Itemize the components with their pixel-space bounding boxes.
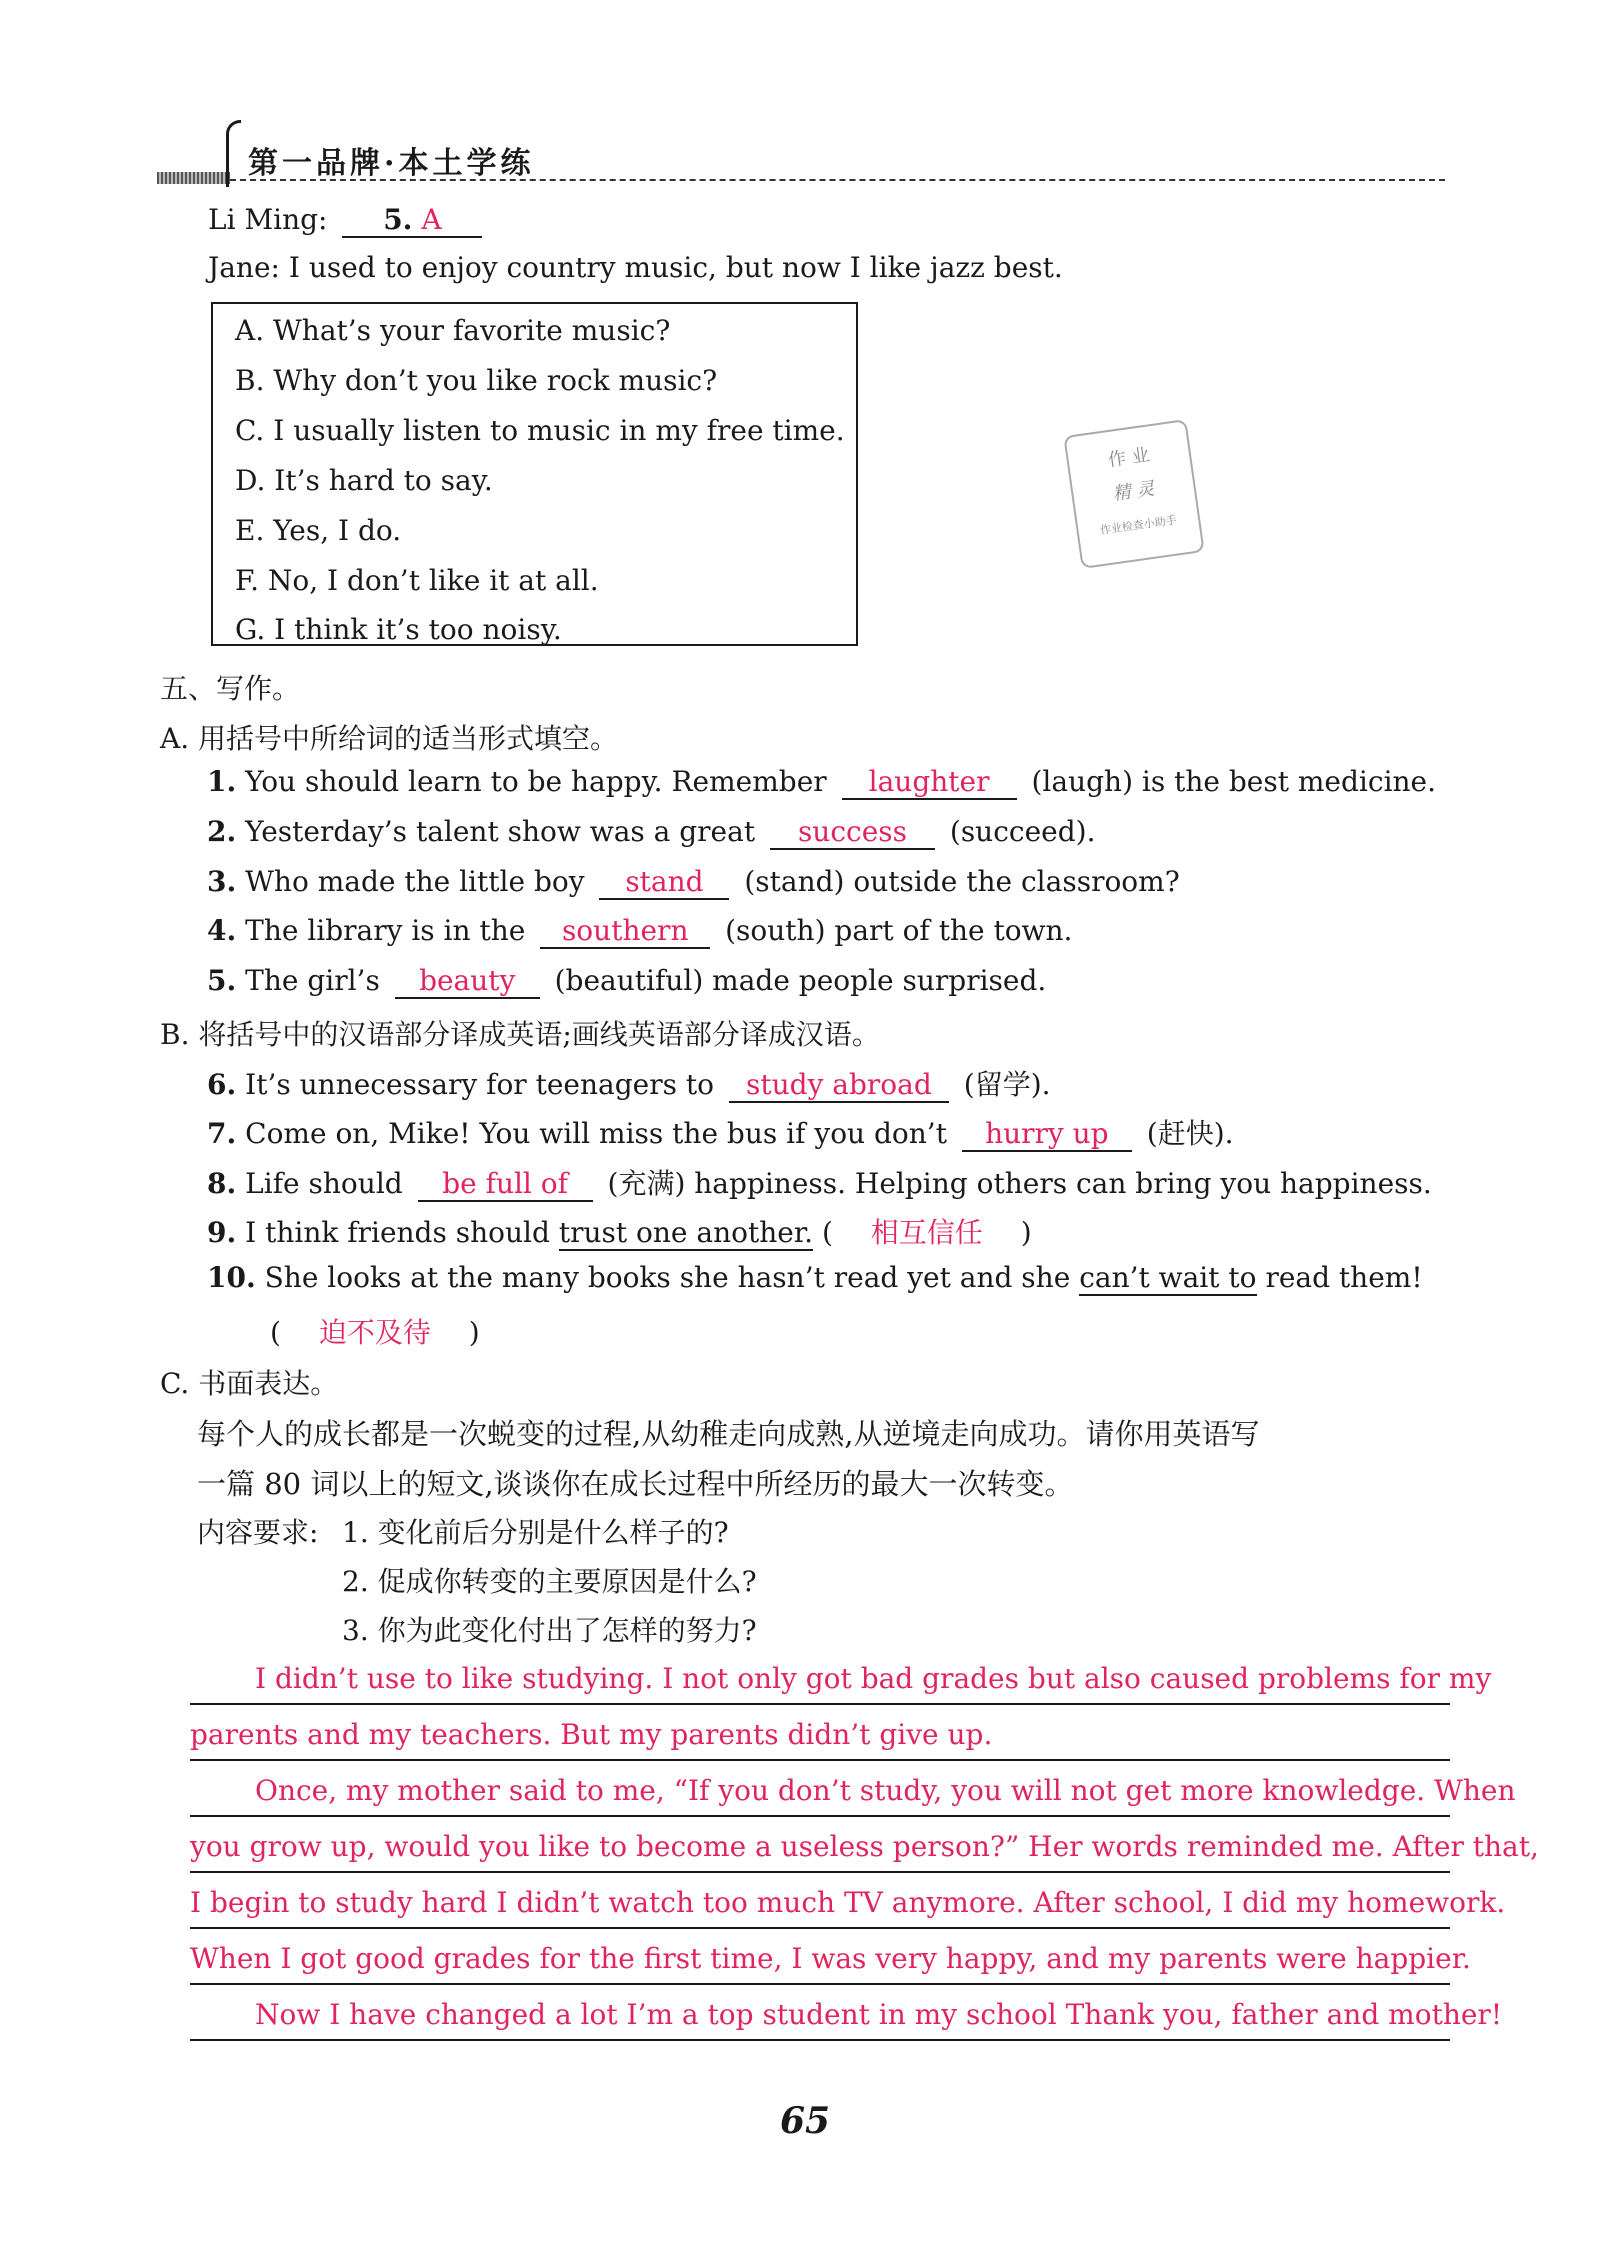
part-c-intro-line-2: 一篇 80 词以上的短文,谈谈你在成长过程中所经历的最大一次转变。 bbox=[197, 1467, 1074, 1501]
exercise-item-9 bbox=[207, 1211, 1032, 1251]
close-paren: ) bbox=[468, 1316, 480, 1349]
answer-text: A bbox=[421, 203, 442, 236]
part-a-title: A. 用括号中所给词的适当形式填空。 bbox=[160, 722, 619, 755]
li-ming-label: Li Ming: bbox=[208, 203, 328, 236]
item-number: 9. bbox=[207, 1216, 237, 1249]
item-text-before: The library is in the bbox=[245, 914, 526, 947]
option-b: B. Why don’t you like rock music? bbox=[235, 364, 718, 397]
close-paren: ) bbox=[1020, 1216, 1032, 1249]
section-five-title: 五、写作。 bbox=[160, 672, 301, 705]
essay-line-7: Now I have changed a lot I’m a top student in my school Thank you, father and mother! bbox=[255, 1998, 1503, 2031]
exercise-item-10-answer bbox=[270, 1311, 480, 1351]
option-d: D. It’s hard to say. bbox=[235, 464, 493, 497]
essay-line-2: parents and my teachers. But my parents didn’t give up. bbox=[190, 1718, 993, 1751]
item-text-after: (stand) outside the classroom? bbox=[744, 865, 1180, 898]
option-c: C. I usually listen to music in my free time. bbox=[235, 414, 845, 447]
answer-blank: laughter bbox=[842, 765, 1017, 800]
writing-line bbox=[190, 1703, 1450, 1705]
item-text-after: (succeed). bbox=[949, 815, 1096, 848]
item-text-before: Life should bbox=[245, 1167, 403, 1200]
item-text-before: She looks at the many books she hasn’t read yet and she bbox=[264, 1261, 1071, 1294]
requirement-3: 3. 你为此变化付出了怎样的努力? bbox=[342, 1614, 757, 1647]
stamp-seal bbox=[1063, 419, 1204, 569]
exercise-item-1 bbox=[207, 765, 1436, 800]
answer-blank: success bbox=[770, 815, 935, 850]
options-box bbox=[211, 302, 858, 646]
requirements-label: 内容要求: bbox=[197, 1516, 319, 1549]
writing-line bbox=[190, 1927, 1450, 1929]
item-text-after: read them! bbox=[1265, 1261, 1423, 1294]
stamp-line-3: 作业检查小助手 bbox=[1099, 513, 1178, 537]
exercise-item-6 bbox=[207, 1063, 1051, 1103]
exercise-item-10 bbox=[207, 1261, 1423, 1294]
part-c-intro-line-1: 每个人的成长都是一次蜕变的过程,从幼稚走向成熟,从逆境走向成功。请你用英语写 bbox=[197, 1417, 1260, 1451]
answer-blank: stand bbox=[599, 865, 729, 900]
answer-text: 相互信任 bbox=[870, 1216, 983, 1249]
page-number: 65 bbox=[780, 2100, 831, 2142]
option-f: F. No, I don’t like it at all. bbox=[235, 564, 599, 597]
item-text-after: (beautiful) made people surprised. bbox=[554, 964, 1047, 997]
item-text-before: Come on, Mike! You will miss the bus if you don’t bbox=[245, 1117, 947, 1150]
item-text-before: Yesterday’s talent show was a great bbox=[245, 815, 756, 848]
essay-line-3: Once, my mother said to me, “If you don’t study, you will not get more knowledge. When bbox=[255, 1774, 1516, 1807]
item-text-after: (laugh) is the best medicine. bbox=[1031, 765, 1437, 798]
stamp-line-1: 作 业 bbox=[1106, 444, 1152, 472]
open-paren: ( bbox=[821, 1216, 833, 1249]
item-text-before: It’s unnecessary for teenagers to bbox=[245, 1068, 714, 1101]
item-number: 5. bbox=[207, 964, 237, 997]
item-number: 10. bbox=[207, 1261, 256, 1294]
exercise-item-4 bbox=[207, 914, 1072, 949]
answer-blank: southern bbox=[540, 914, 710, 949]
exercise-item-3 bbox=[207, 865, 1180, 900]
header-decoration bbox=[157, 172, 230, 184]
answer-blank: hurry up bbox=[962, 1117, 1132, 1152]
header-dashed-rule bbox=[230, 179, 1445, 181]
answer-blank: be full of bbox=[418, 1167, 593, 1202]
writing-line bbox=[190, 1759, 1450, 1761]
underlined-phrase: can’t wait to bbox=[1079, 1261, 1257, 1294]
answer-text: 迫不及待 bbox=[318, 1316, 431, 1349]
requirement-1: 1. 变化前后分别是什么样子的? bbox=[342, 1516, 729, 1549]
item-text-before: I think friends should bbox=[245, 1216, 550, 1249]
option-e: E. Yes, I do. bbox=[235, 514, 402, 547]
item-text-before: Who made the little boy bbox=[245, 865, 585, 898]
item-text-after: (充满) happiness. Helping others can bring you happiness. bbox=[607, 1167, 1432, 1200]
header-bracket bbox=[226, 120, 241, 187]
page-header-title: 第一品牌·本土学练 bbox=[248, 146, 535, 181]
writing-line bbox=[190, 1983, 1450, 1985]
open-paren: ( bbox=[270, 1316, 281, 1349]
option-a: A. What’s your favorite music? bbox=[235, 314, 671, 347]
stamp-line-2: 精 灵 bbox=[1111, 478, 1156, 505]
item-number: 8. bbox=[207, 1167, 237, 1200]
item-text-after: (赶快). bbox=[1146, 1117, 1234, 1150]
item-text-after: (south) part of the town. bbox=[725, 914, 1073, 947]
li-ming-line bbox=[208, 203, 488, 238]
item-text-before: The girl’s bbox=[245, 964, 380, 997]
part-b-title: B. 将括号中的汉语部分译成英语;画线英语部分译成汉语。 bbox=[160, 1018, 880, 1051]
requirement-2: 2. 促成你转变的主要原因是什么? bbox=[342, 1565, 757, 1598]
essay-line-4: you grow up, would you like to become a useless person?” Her words reminded me. After that, bbox=[190, 1830, 1539, 1863]
essay-line-1: I didn’t use to like studying. I not only got bad grades but also caused problems for my bbox=[255, 1662, 1492, 1695]
answer-blank-5 bbox=[342, 203, 482, 238]
part-c-title: C. 书面表达。 bbox=[160, 1367, 339, 1400]
item-number: 3. bbox=[207, 865, 237, 898]
item-number: 2. bbox=[207, 815, 237, 848]
writing-line bbox=[190, 1871, 1450, 1873]
option-g: G. I think it’s too noisy. bbox=[235, 613, 562, 646]
jane-line: Jane: I used to enjoy country music, but now I like jazz best. bbox=[208, 251, 1063, 284]
writing-line bbox=[190, 1815, 1450, 1817]
answer-number: 5. bbox=[383, 203, 413, 236]
item-number: 6. bbox=[207, 1068, 237, 1101]
essay-line-5: I begin to study hard I didn’t watch too much TV anymore. After school, I did my homework. bbox=[190, 1886, 1506, 1919]
item-text-after: (留学). bbox=[963, 1068, 1051, 1101]
answer-blank: beauty bbox=[395, 964, 540, 999]
exercise-item-2 bbox=[207, 815, 1095, 850]
essay-line-6: When I got good grades for the first time, I was very happy, and my parents were happier. bbox=[190, 1942, 1471, 1975]
item-number: 1. bbox=[207, 765, 237, 798]
item-number: 4. bbox=[207, 914, 237, 947]
exercise-item-7 bbox=[207, 1112, 1234, 1152]
exercise-item-8 bbox=[207, 1162, 1432, 1202]
item-number: 7. bbox=[207, 1117, 237, 1150]
writing-line bbox=[190, 2039, 1450, 2041]
item-text-before: You should learn to be happy. Remember bbox=[245, 765, 827, 798]
exercise-item-5 bbox=[207, 964, 1046, 999]
underlined-phrase: trust one another. bbox=[558, 1216, 814, 1249]
answer-blank: study abroad bbox=[729, 1068, 949, 1103]
